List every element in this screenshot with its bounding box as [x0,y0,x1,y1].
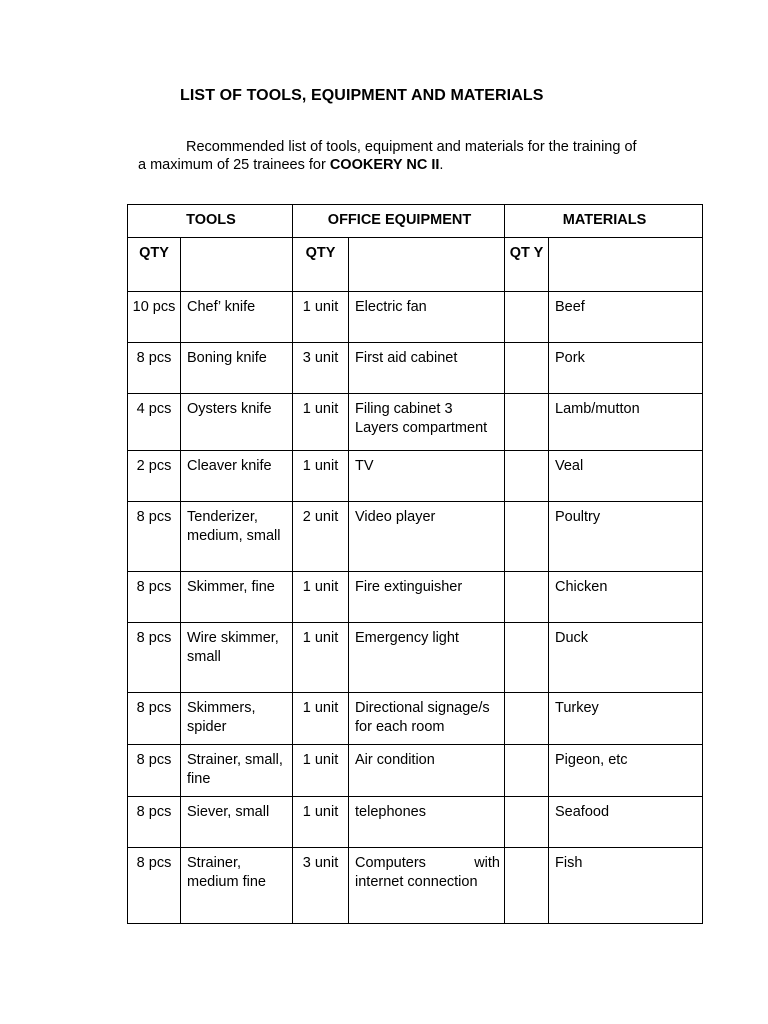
equipment-qty-cell: 1 unit [293,622,349,692]
tool-qty-cell: 8 pcs [128,847,181,923]
table-row [128,744,703,796]
page-title: LIST OF TOOLS, EQUIPMENT AND MATERIALS [180,87,544,104]
tool-name-cell: Wire skimmer, small [181,622,293,692]
tool-name-cell: Skimmers, spider [181,692,293,744]
table-row [128,847,703,923]
equipment-name-cell: telephones [349,796,505,847]
tool-name-cell: Tenderizer, medium, small [181,501,293,571]
tool-name-cell: Chef’ knife [181,291,293,342]
material-name-cell: Chicken [549,571,703,622]
materials-qty-cell [505,501,549,571]
materials-qty-cell [505,450,549,501]
table-row [128,450,703,501]
subheader-tools-qty: QTY [128,237,181,291]
intro-line-2-suffix: . [439,157,444,173]
tool-name-cell: Strainer, medium fine [181,847,293,923]
tool-qty-cell: 8 pcs [128,342,181,393]
subheader-materials-qty: QT Y [505,237,549,291]
intro-line-1: Recommended list of tools, equipment and materials for the training of [186,139,637,155]
tool-qty-cell: 8 pcs [128,571,181,622]
equipment-qty-cell: 1 unit [293,450,349,501]
material-name-cell: Seafood [549,796,703,847]
tool-name-cell: Oysters knife [181,393,293,450]
tool-name-cell: Boning knife [181,342,293,393]
course-name: COOKERY NC II [329,157,440,173]
table-row [128,571,703,622]
material-name-cell: Pigeon, etc [549,744,703,796]
table-row [128,622,703,692]
tool-qty-cell: 8 pcs [128,501,181,571]
material-name-cell: Duck [549,622,703,692]
tool-qty-cell: 8 pcs [128,744,181,796]
intro-paragraph [138,138,678,174]
materials-qty-cell [505,796,549,847]
materials-qty-cell [505,393,549,450]
material-name-cell: Turkey [549,692,703,744]
tool-name-cell: Cleaver knife [181,450,293,501]
tool-name-cell: Siever, small [181,796,293,847]
equipment-name-cell: Air condition [349,744,505,796]
materials-qty-cell [505,291,549,342]
materials-qty-cell [505,622,549,692]
equipment-name-cell: TV [349,450,505,501]
table-row [128,796,703,847]
intro-line-2 [138,156,678,174]
materials-qty-cell [505,692,549,744]
equipment-qty-cell: 2 unit [293,501,349,571]
subheader-equipment-item [349,237,505,291]
materials-qty-cell [505,847,549,923]
equipment-qty-cell: 3 unit [293,847,349,923]
equipment-name-cell: First aid cabinet [349,342,505,393]
material-name-cell: Pork [549,342,703,393]
tool-qty-cell: 2 pcs [128,450,181,501]
tool-qty-cell: 8 pcs [128,622,181,692]
table-subheader-row [128,237,703,291]
subheader-materials-item [549,237,703,291]
intro-line-2-prefix: a maximum of 25 trainees for [138,157,330,173]
equipment-qty-cell: 1 unit [293,692,349,744]
tool-qty-cell: 8 pcs [128,692,181,744]
table-row [128,342,703,393]
tool-qty-cell: 8 pcs [128,796,181,847]
equipment-name-cell: Computers with internet connection [349,847,505,923]
header-office-equipment: OFFICE EQUIPMENT [293,205,505,238]
tool-qty-cell: 10 pcs [128,291,181,342]
table-row [128,501,703,571]
equipment-qty-cell: 1 unit [293,393,349,450]
equipment-qty-cell: 1 unit [293,291,349,342]
materials-qty-cell [505,571,549,622]
header-tools: TOOLS [128,205,293,238]
equipment-name-cell: Fire extinguisher [349,571,505,622]
equipment-name-cell: Directional signage/s for each room [349,692,505,744]
material-name-cell: Beef [549,291,703,342]
table-row [128,291,703,342]
material-name-cell: Veal [549,450,703,501]
table-header-row [128,205,703,238]
subheader-equipment-qty: QTY [293,237,349,291]
tool-qty-cell: 4 pcs [128,393,181,450]
material-name-cell: Lamb/mutton [549,393,703,450]
materials-qty-cell [505,744,549,796]
material-name-cell: Poultry [549,501,703,571]
equipment-name-cell: Video player [349,501,505,571]
subheader-tools-item [181,237,293,291]
table-row [128,692,703,744]
equipment-name-cell: Electric fan [349,291,505,342]
materials-qty-cell [505,342,549,393]
tool-name-cell: Skimmer, fine [181,571,293,622]
equipment-qty-cell: 1 unit [293,571,349,622]
tools-equipment-materials-table [127,204,703,924]
table-row [128,393,703,450]
equipment-name-cell: Emergency light [349,622,505,692]
material-name-cell: Fish [549,847,703,923]
header-materials: MATERIALS [505,205,703,238]
equipment-qty-cell: 3 unit [293,342,349,393]
equipment-name-cell: Filing cabinet 3 Layers compartment [349,393,505,450]
equipment-qty-cell: 1 unit [293,796,349,847]
equipment-qty-cell: 1 unit [293,744,349,796]
tool-name-cell: Strainer, small, fine [181,744,293,796]
